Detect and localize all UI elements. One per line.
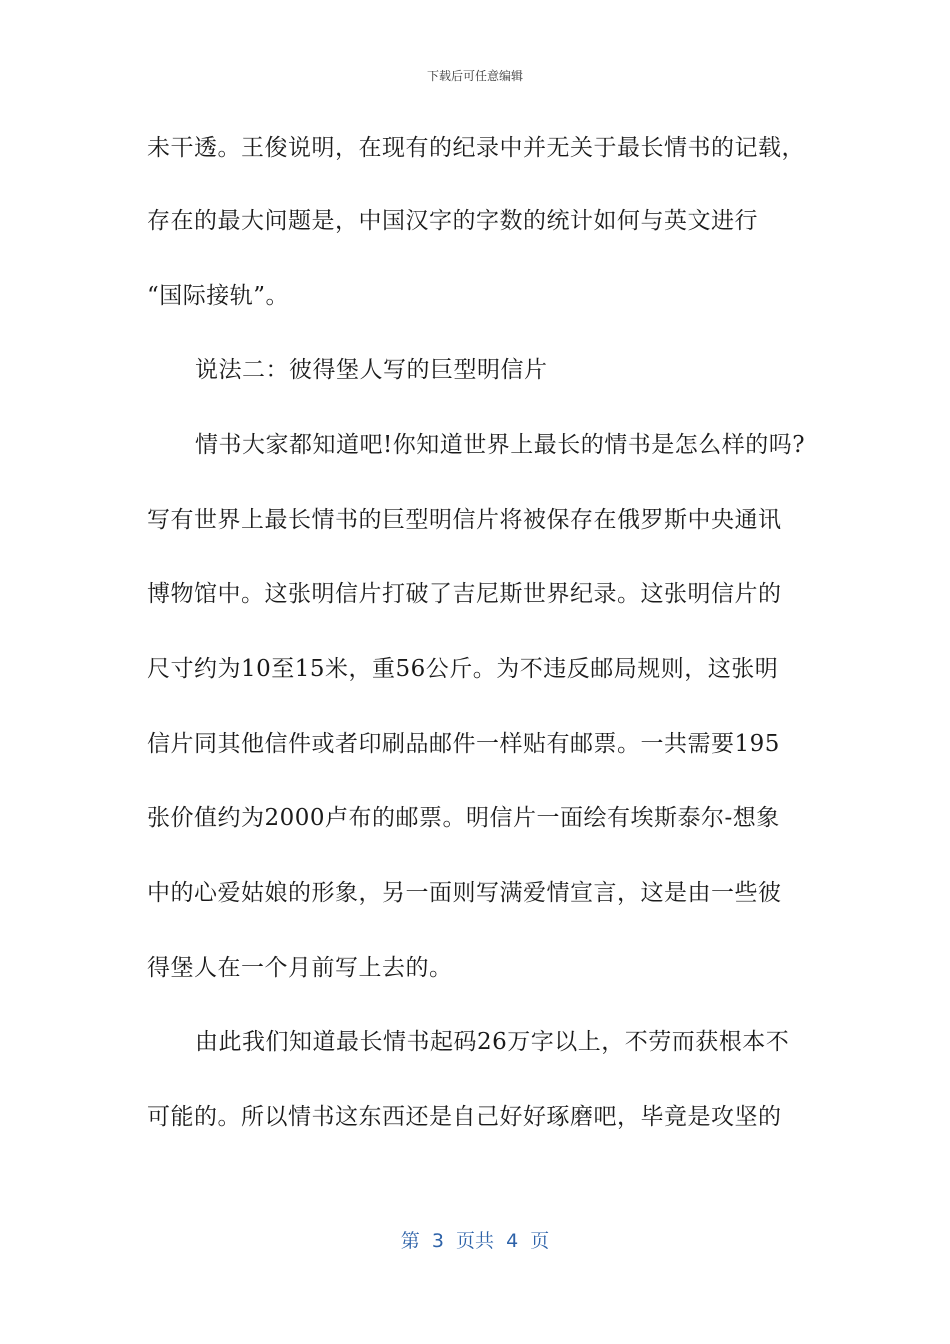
page-number-footer: 第 3 页共 4 页 [400, 1230, 550, 1252]
text-line: 张价值约为2000卢布的邮票。明信片一面绘有埃斯泰尔-想象 [147, 805, 780, 831]
text-line: 中的心爱姑娘的形象，另一面则写满爱情宣言，这是由一些彼 [147, 880, 782, 906]
text-line: “国际接轨”。 [147, 283, 290, 309]
text-line: 博物馆中。这张明信片打破了吉尼斯世界纪录。这张明信片的 [147, 581, 782, 607]
text-line: 尺寸约为10至15米，重56公斤。为不违反邮局规则，这张明 [147, 656, 779, 682]
text-line: 由此我们知道最长情书起码26万字以上，不劳而获根本不 [195, 1029, 790, 1055]
text-line: 得堡人在一个月前写上去的。 [147, 955, 453, 981]
section-heading: 说法二：彼得堡人写的巨型明信片 [195, 357, 548, 383]
text-line: 可能的。所以情书这东西还是自己好好琢磨吧，毕竟是攻坚的 [147, 1104, 782, 1130]
text-line: 未干透。王俊说明，在现有的纪录中并无关于最长情书的记载， [147, 135, 805, 161]
text-line: 信片同其他信件或者印刷品邮件一样贴有邮票。一共需要195 [147, 731, 780, 757]
page-header-note: 下载后可任意编辑 [426, 69, 523, 83]
text-line: 情书大家都知道吧!你知道世界上最长的情书是怎么样的吗? [195, 432, 806, 458]
text-line: 写有世界上最长情书的巨型明信片将被保存在俄罗斯中央通讯 [147, 507, 782, 533]
text-line: 存在的最大问题是，中国汉字的字数的统计如何与英文进行 [147, 208, 758, 234]
